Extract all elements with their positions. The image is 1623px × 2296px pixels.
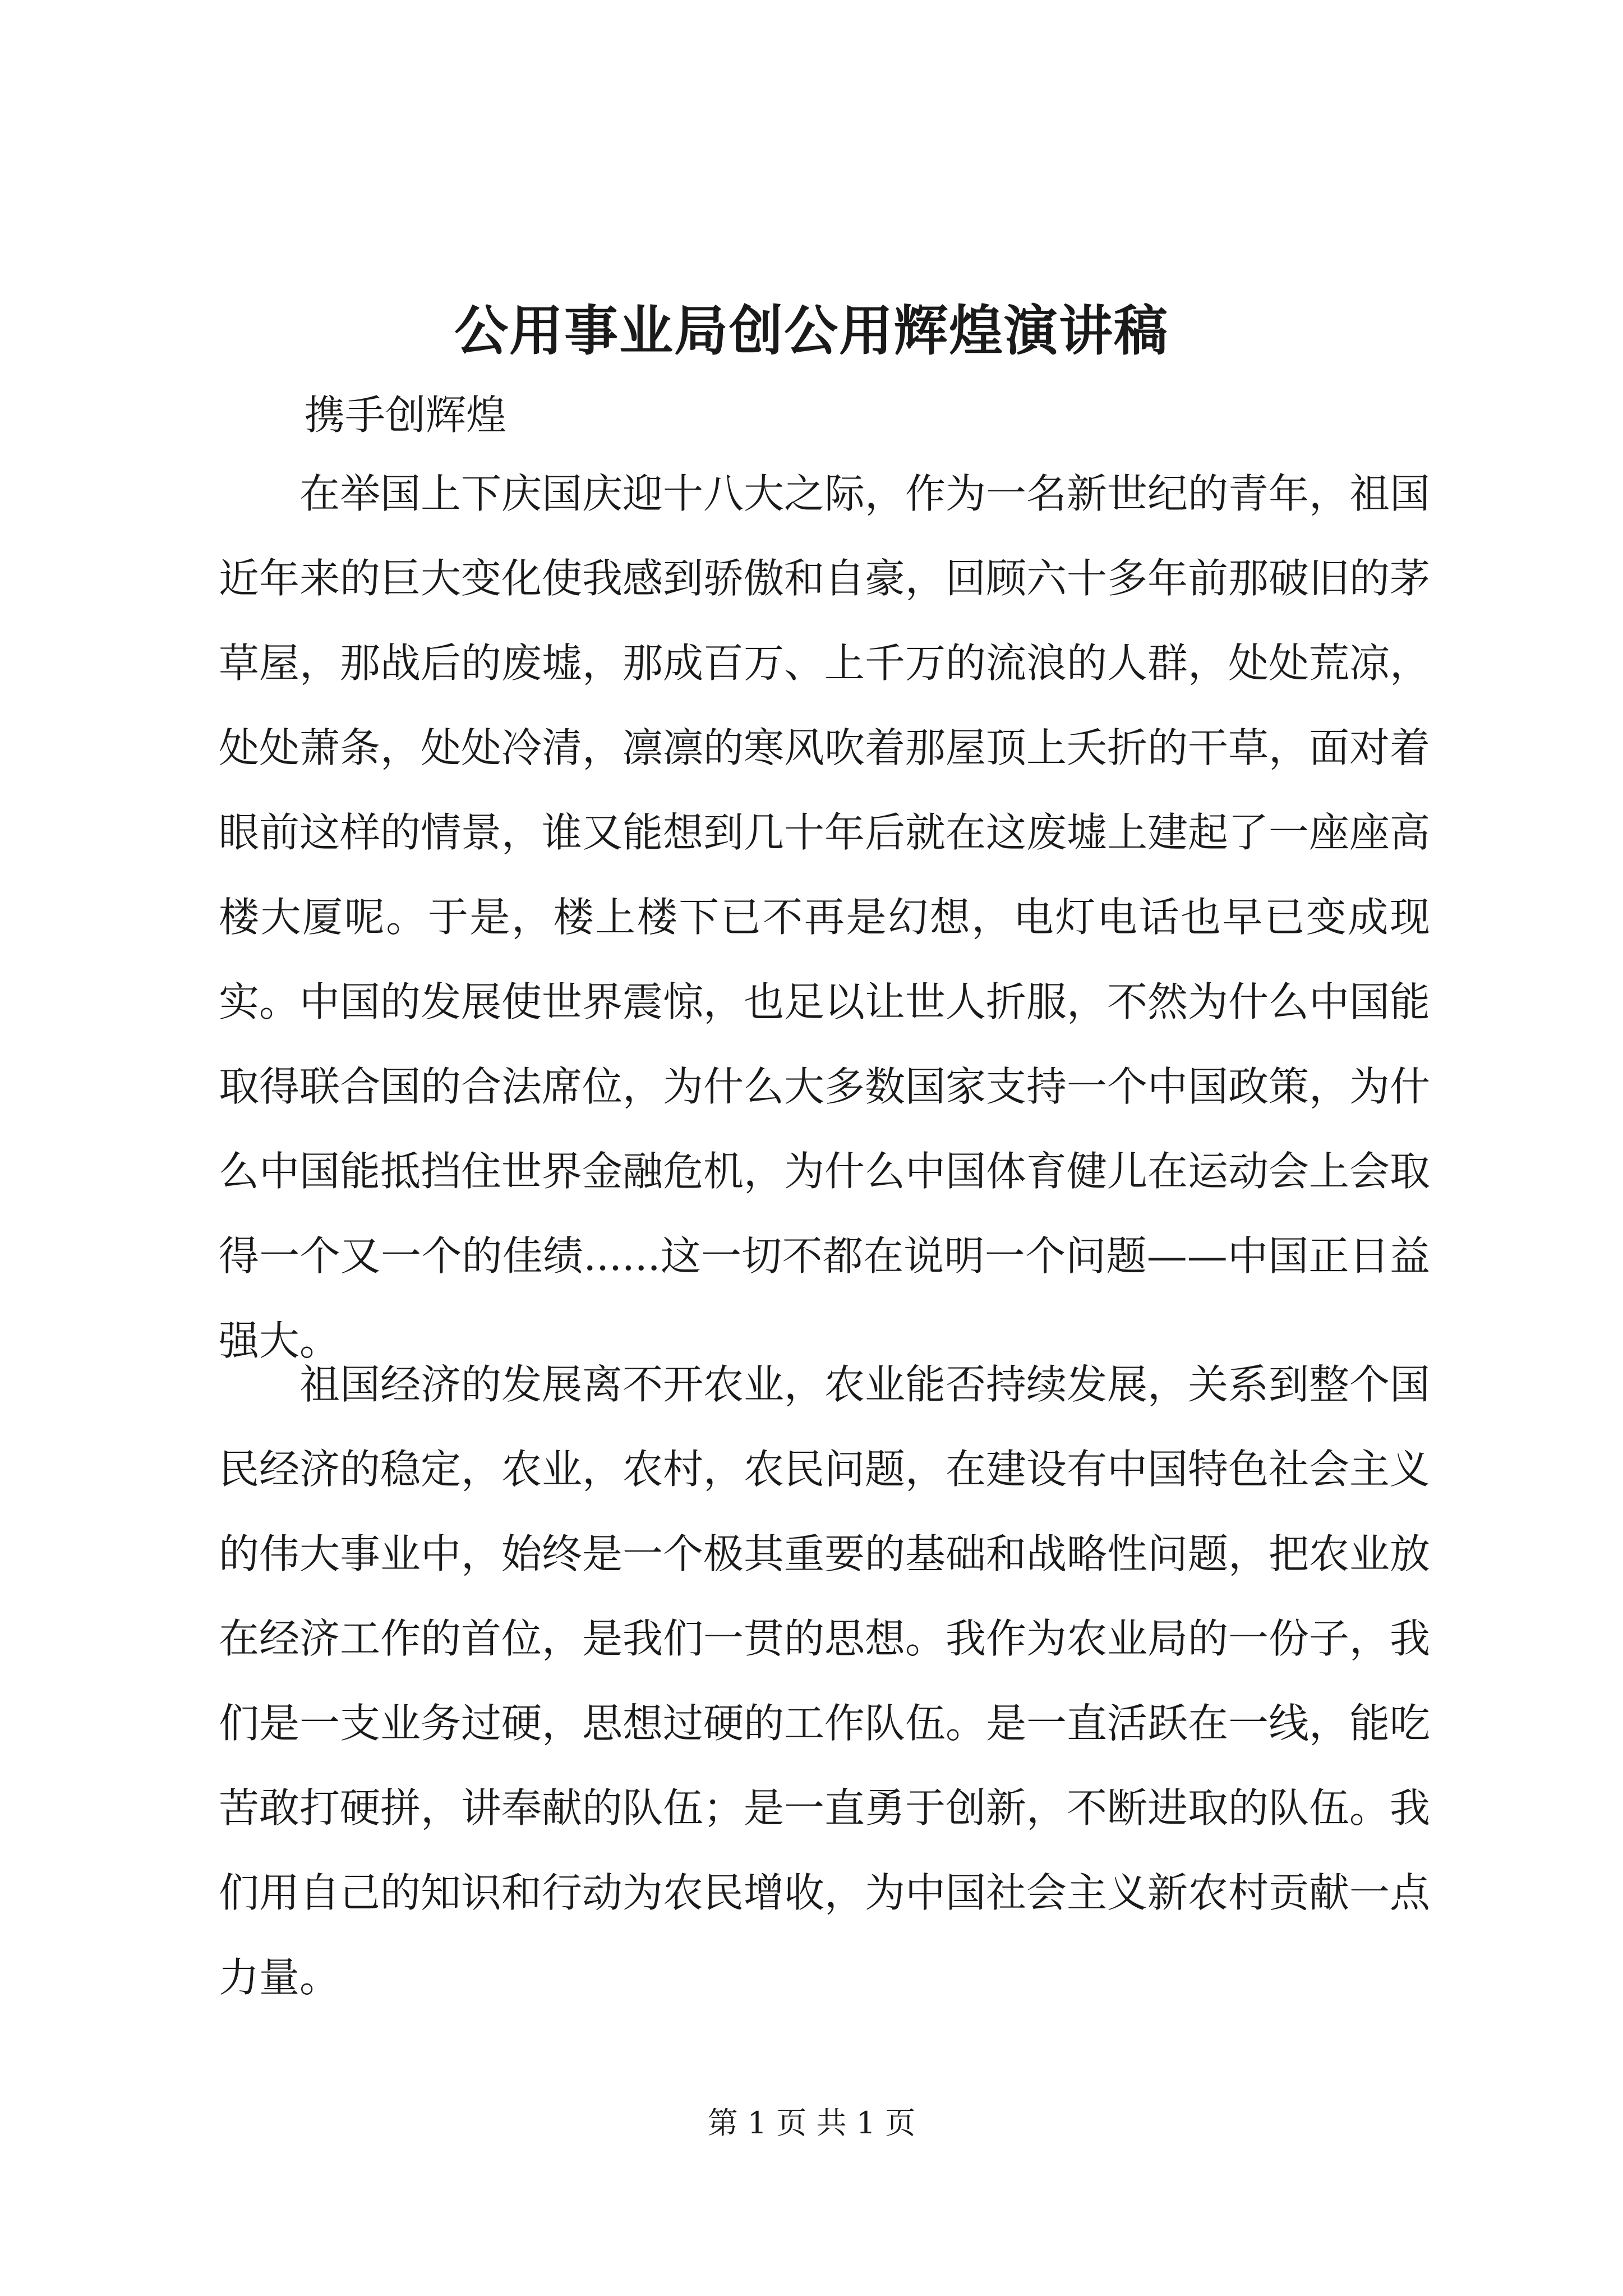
page-footer: 第 1 页 共 1 页	[707, 2105, 916, 2141]
body-paragraph: 祖国经济的发展离不开农业，农业能否持续发展，关系到整个国民经济的稳定，农业，农村，农民问题，在建设有中国特色社会主义的伟大事业中，始终是一个极其重要的基础和战略性问题，把农业放在经济工作的首位，是我们一贯的思想。我作为农业局的一份子，我们是一支业务过硬，思想过硬的工作队伍。是一直活跃在一线，能吃苦敢打硬拼，讲奉献的队伍；是一直勇于创新，不断进取的队伍。我们用自己的知识和行动为农民增收，为中国社会主义新农村贡献一点力量。	[219, 1361, 1431, 2001]
body-paragraph: 在举国上下庆国庆迎十八大之际，作为一名新世纪的青年，祖国近年来的巨大变化使我感到骄傲和自豪，回顾六十多年前那破旧的茅草屋，那战后的废墟，那成百万、上千万的流浪的人群，处处荒凉，处处萧条，处处冷清，凛凛的寒风吹着那屋顶上夭折的干草，面对着眼前这样的情景，谁又能想到几十年后就在这废墟上建起了一座座高楼大厦呢。于是，楼上楼下已不再是幻想，电灯电话也早已变成现实。中国的发展使世界震惊，也足以让世人折服，不然为什么中国能取得联合国的合法席位，为什么大多数国家支持一个中国政策，为什么中国能抵挡住世界金融危机，为什么中国体育健儿在运动会上会取得一个又一个的佳绩......这一切不都在说明一个问题——中国正日益强大。	[219, 470, 1431, 1364]
document-subtitle: 携手创辉煌	[305, 392, 507, 439]
document-title: 公用事业局创公用辉煌演讲稿	[454, 299, 1169, 362]
